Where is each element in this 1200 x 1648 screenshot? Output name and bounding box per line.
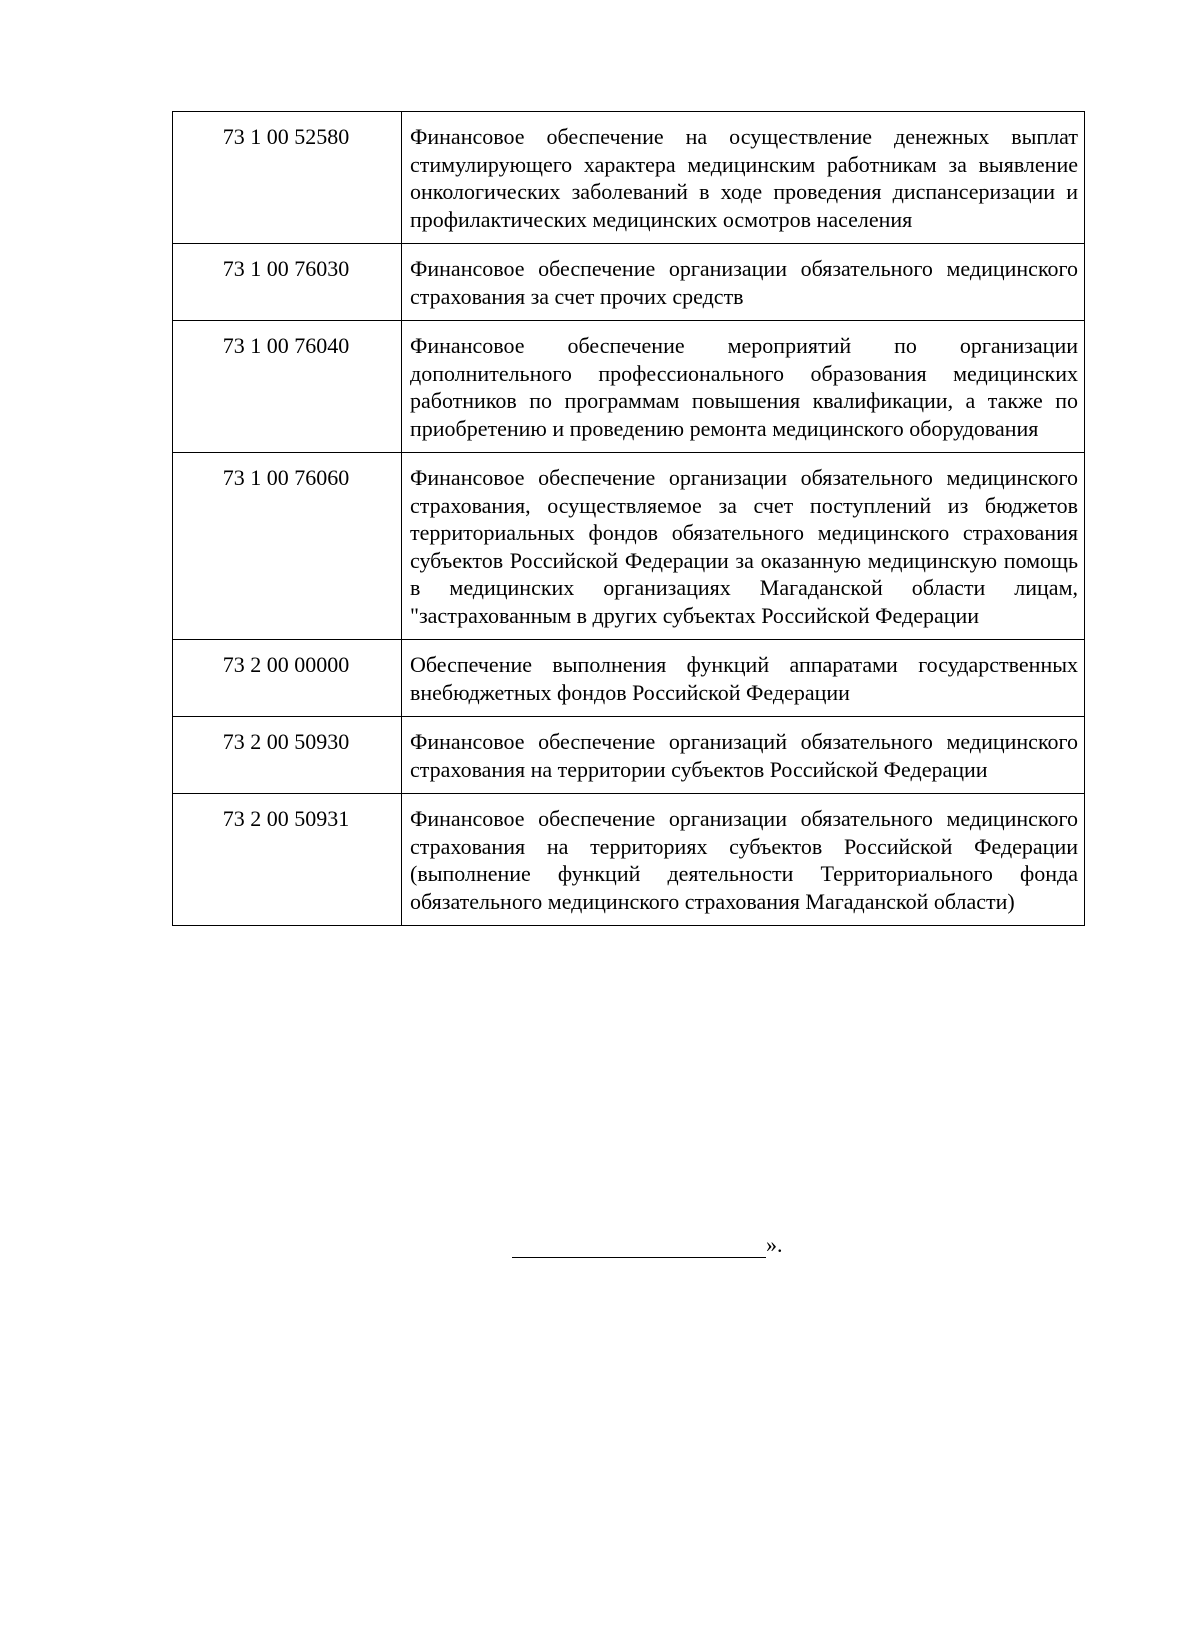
- table-row: [173, 453, 1085, 640]
- closing-underline: [512, 1237, 766, 1258]
- code-description: Финансовое обеспечение организаций обязательного медицинского страхования на территории субъектов Российской Федерации: [402, 717, 1085, 794]
- table-row: [173, 794, 1085, 926]
- code-description: Финансовое обеспечение на осуществление денежных выплат стимулирующего характера медицинским работникам за выявление онкологических заболеваний в ходе проведения диспансеризации и профилактических медицинских осмотров населения: [402, 112, 1085, 244]
- classification-code: 73 2 00 50930: [173, 717, 402, 794]
- table-row: [173, 717, 1085, 794]
- table-row: [173, 112, 1085, 244]
- table-row: [173, 321, 1085, 453]
- classification-code: 73 2 00 50931: [173, 794, 402, 926]
- closing-mark: [512, 1232, 783, 1258]
- code-description: Финансовое обеспечение организации обязательного медицинского страхования за счет прочих средств: [402, 244, 1085, 321]
- code-description: Обеспечение выполнения функций аппаратами государственных внебюджетных фондов Российской Федерации: [402, 640, 1085, 717]
- classification-code: 73 1 00 76040: [173, 321, 402, 453]
- budget-codes-table: [172, 111, 1085, 926]
- classification-code: 73 1 00 52580: [173, 112, 402, 244]
- code-description: Финансовое обеспечение мероприятий по организации дополнительного профессионального образования медицинских работников по программам повышения квалификации, а также по приобретению и проведению ремонта медицинского оборудования: [402, 321, 1085, 453]
- classification-code: 73 1 00 76060: [173, 453, 402, 640]
- closing-quote: ».: [766, 1232, 783, 1257]
- classification-code: 73 1 00 76030: [173, 244, 402, 321]
- code-description: Финансовое обеспечение организации обязательного медицинского страхования на территориях субъектов Российской Федерации (выполнение функций деятельности Территориального фонда обязательного медицинского страхования Магаданской области): [402, 794, 1085, 926]
- table-row: [173, 640, 1085, 717]
- classification-code: 73 2 00 00000: [173, 640, 402, 717]
- code-description: Финансовое обеспечение организации обязательного медицинского страхования, осуществляемое за счет поступлений из бюджетов территориальных фондов обязательного медицинского страхования субъектов Российской Федерации за оказанную медицинскую помощь в медицинских организациях Магаданской области лицам, "застрахованным в других субъектах Российской Федерации: [402, 453, 1085, 640]
- table-row: [173, 244, 1085, 321]
